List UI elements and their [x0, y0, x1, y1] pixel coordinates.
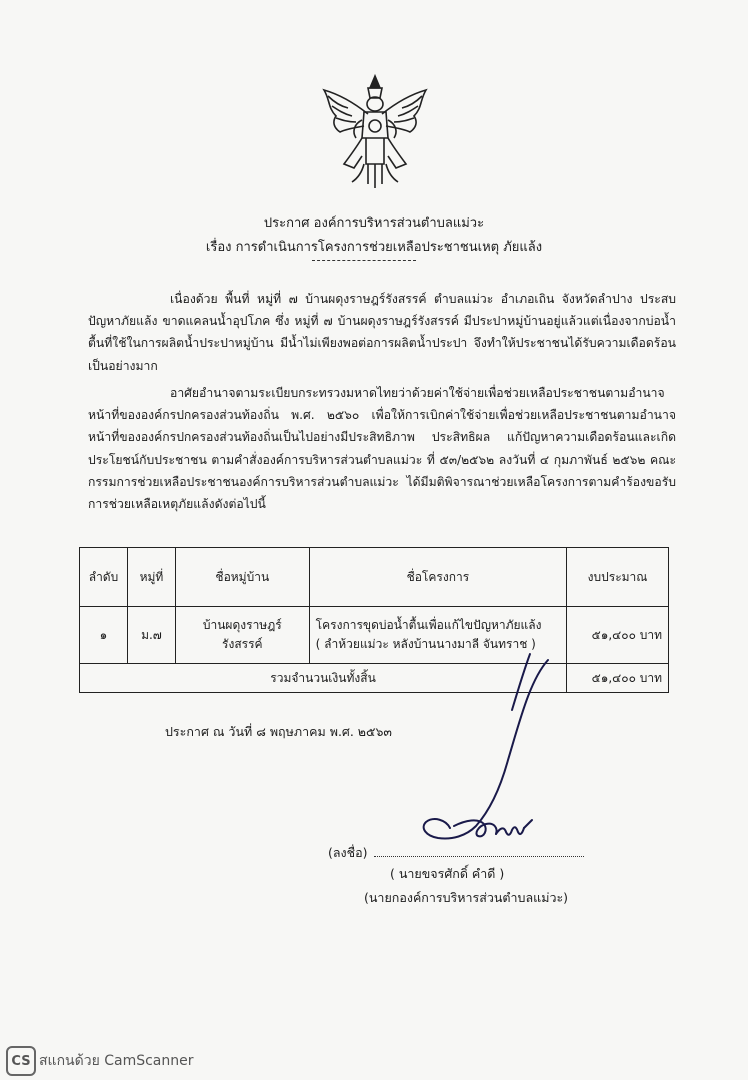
- signature-dotted-line: [374, 856, 584, 857]
- paragraph-2-text: อาศัยอำนาจตามระเบียบกระทรวงมหาดไทยว่าด้วยค่าใช้จ่ายเพื่อช่วยเหลือประชาชนตามอำนาจหน้าที่ขององค์กรปกครองส่วนท้องถิ่น พ.ศ. ๒๕๖๐ เพื่อให้การเบิกค่าใช้จ่ายเพื่อช่วยเหลือประชาชนตามอำนาจหน้าที่ขององค์กรปกครองส่วนท้องถิ่นเป็นไปอย่างมีประสิทธิภาพ ประสิทธิผล แก้ปัญหาความเดือดร้อนและเกิดประโยชน์กับประชาชน ตามคำสั่งองค์การบริหารส่วนตำบลแม่วะ ที่ ๕๓/๒๕๖๒ ลงวันที่ ๔ กุมภาพันธ์ ๒๕๖๒ คณะกรรมการช่วยเหลือประชาชนองค์การบริหารส่วนตำบลแม่วะ ได้มีมติพิจารณาช่วยเหลือโครงการตามคำร้องขอรับการช่วยเหลือเหตุภัยแล้งดังต่อไปนี้: [88, 386, 676, 512]
- header-divider: [312, 260, 416, 261]
- village-line-1: บ้านผดุงราษฎร์: [202, 618, 282, 632]
- col-header-order: ลำดับ: [80, 548, 128, 607]
- cell-moo: ม.๗: [127, 607, 175, 664]
- garuda-emblem-icon: [318, 72, 432, 192]
- col-header-moo: หมู่ที่: [127, 548, 175, 607]
- camscanner-text: สแกนด้วย CamScanner: [39, 1053, 194, 1069]
- table-header-row: [80, 548, 669, 607]
- sign-label: (ลงชื่อ): [328, 845, 368, 860]
- project-line-2: ( ลำห้วยแม่วะ หลังบ้านนางมาลี จันทราช ): [315, 637, 536, 651]
- cell-budget: ๕๑,๔๐๐ บาท: [567, 607, 669, 664]
- announcement-subject: เรื่อง การดำเนินการโครงการช่วยเหลือประชาชนเหตุ ภัยแล้ง: [205, 240, 543, 255]
- camscanner-logo-icon: CS: [6, 1046, 36, 1076]
- col-header-project: ชื่อโครงการ: [309, 548, 566, 607]
- paragraph-1-text: เนื่องด้วย พื้นที่ หมู่ที่ ๗ บ้านผดุงราษฎร์รังสรรค์ ตำบลแม่วะ อำเภอเถิน จังหวัดลำปาง ประสบปัญหาภัยแล้ง ขาดแคลนน้ำอุปโภค ซึ่ง หมู่ที่ ๗ บ้านผดุงราษฎร์รังสรรค์ มีประปาหมู่บ้านอยู่แล้วแต่เนื่องจากบ่อน้ำตื้นที่ใช้ในการผลิตน้ำประปาหมู่บ้าน มีน้ำไม่เพียงพอต่อการผลิตน้ำประปา จึงทำให้ประชาชนได้รับความเดือดร้อนเป็นอย่างมาก: [88, 292, 676, 373]
- cell-order: ๑: [80, 607, 128, 664]
- camscanner-watermark: [6, 1046, 194, 1076]
- announcement-title: ประกาศ องค์การบริหารส่วนตำบลแม่วะ: [263, 216, 485, 231]
- project-line-1: โครงการขุดบ่อน้ำตื้นเพื่อแก้ไขปัญหาภัยแล้ง: [315, 618, 542, 632]
- signer-name: ( นายขจรศักดิ์ คำดี ): [390, 866, 505, 881]
- announce-date: ประกาศ ณ วันที่ ๘ พฤษภาคม พ.ศ. ๒๕๖๓: [165, 724, 392, 739]
- handwritten-signature: [380, 640, 590, 860]
- col-header-budget: งบประมาณ: [567, 548, 669, 607]
- total-label: รวมจำนวนเงินทั้งสิ้น: [80, 664, 567, 693]
- village-line-2: รังสรรค์: [222, 637, 263, 651]
- paragraph-2: [88, 382, 676, 515]
- col-header-village: ชื่อหมู่บ้าน: [175, 548, 309, 607]
- cell-village: [175, 607, 309, 664]
- paragraph-1: [88, 288, 676, 377]
- signer-position: (นายกองค์การบริหารส่วนตำบลแม่วะ): [364, 890, 569, 905]
- total-value: ๕๑,๔๐๐ บาท: [567, 664, 669, 693]
